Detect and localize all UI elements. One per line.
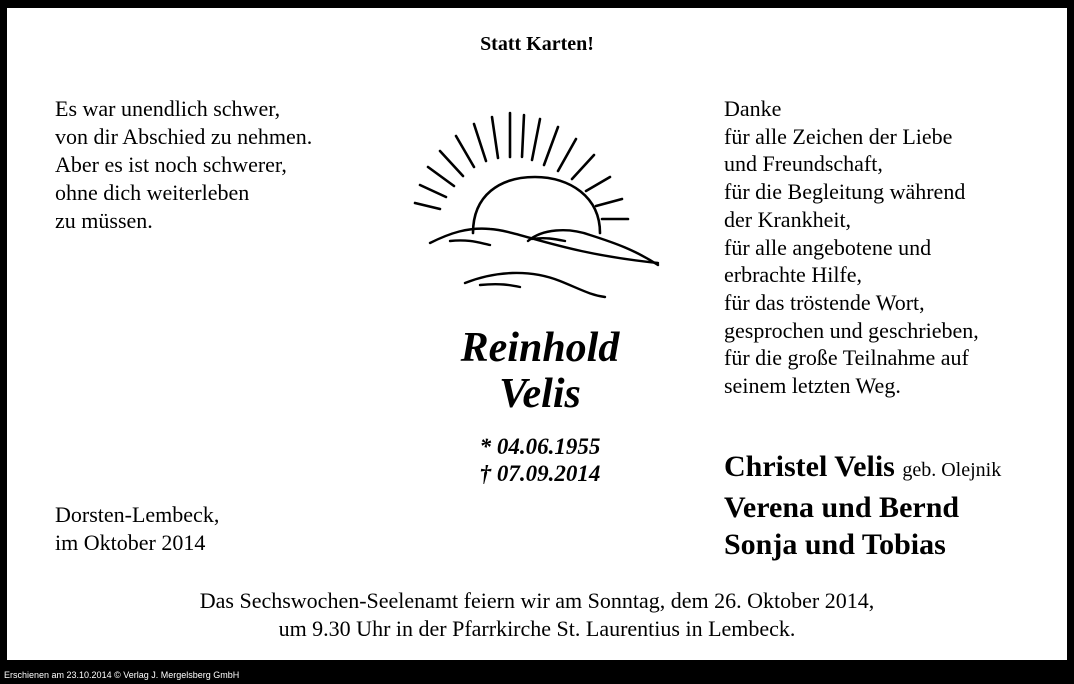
thanks-line: für die große Teilnahme auf <box>724 345 969 371</box>
thanks-text <box>724 95 979 400</box>
poem-line: ohne dich weiterleben <box>55 180 250 205</box>
thanks-line: gesprochen und geschrieben, <box>724 317 979 343</box>
thanks-line: Danke <box>724 96 782 121</box>
place-line: Dorsten-Lembeck, <box>55 502 220 527</box>
maiden-name: geb. Olejnik <box>902 459 1002 481</box>
thanks-line: seinem letzten Weg. <box>724 373 901 399</box>
death-date: † 07.09.2014 <box>479 461 601 486</box>
publication-footer: Erschienen am 23.10.2014 © Verlag J. Mergelsberg GmbH <box>4 670 240 680</box>
thanks-line: für alle angebotene und <box>724 234 932 260</box>
service-line: Das Sechswochen-Seelenamt feiern wir am Sonntag, dem 26. Oktober 2014, <box>199 588 875 613</box>
family-line-2: Verena und Bernd <box>724 491 960 524</box>
service-announcement <box>0 587 1074 643</box>
birth-date: * 04.06.1955 <box>479 434 601 459</box>
family-line-1 <box>724 448 1001 489</box>
poem-line: Aber es ist noch schwerer, <box>55 152 287 177</box>
widow-name: Christel Velis <box>724 450 895 483</box>
life-dates <box>390 433 690 487</box>
heading: Statt Karten! <box>480 33 594 55</box>
family-signatures <box>724 448 1001 563</box>
poem-line: Es war unendlich schwer, <box>55 96 281 121</box>
place-and-date <box>55 501 219 557</box>
family-line-3: Sonja und Tobias <box>724 528 946 561</box>
thanks-line: der Krankheit, <box>724 206 852 232</box>
thanks-line: für das tröstende Wort, <box>724 289 925 315</box>
thanks-line: erbrachte Hilfe, <box>724 262 863 288</box>
service-line: um 9.30 Uhr in der Pfarrkirche St. Laurentius in Lembeck. <box>278 616 796 641</box>
thanks-line: für die Begleitung während <box>724 179 966 205</box>
poem-line: zu müssen. <box>55 208 153 233</box>
date-line: im Oktober 2014 <box>55 530 206 555</box>
deceased-name <box>390 325 690 417</box>
deceased-last-name: Velis <box>499 371 581 417</box>
thanks-line: und Freundschaft, <box>724 151 883 177</box>
thanks-line: für alle Zeichen der Liebe <box>724 123 953 149</box>
sunset-over-hills-icon <box>410 105 665 305</box>
poem-line: von dir Abschied zu nehmen. <box>55 124 313 149</box>
poem-text <box>55 95 312 235</box>
deceased-first-name: Reinhold <box>460 325 620 371</box>
